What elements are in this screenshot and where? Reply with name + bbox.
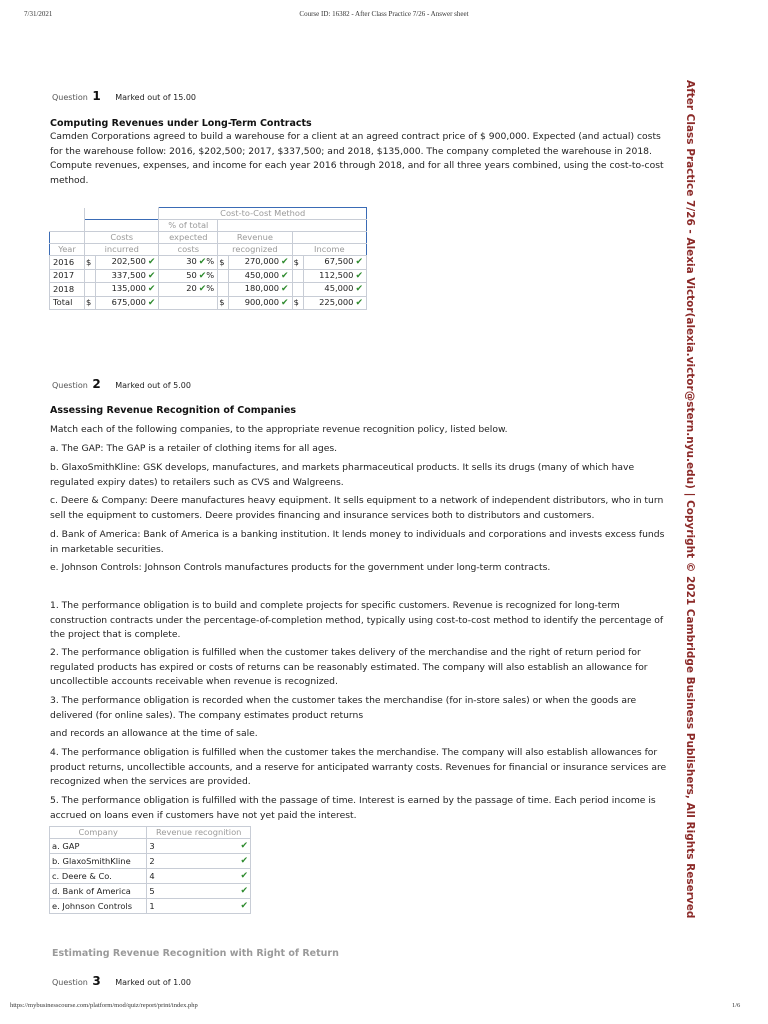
check-icon: ✔ xyxy=(198,284,207,295)
check-icon: ✔ xyxy=(240,901,248,911)
costs-header-2: incurred xyxy=(85,244,159,256)
pct-header-1: % of total xyxy=(159,220,218,232)
company-cell: e. Johnson Controls xyxy=(50,899,147,914)
check-icon: ✔ xyxy=(281,257,289,268)
table-row xyxy=(50,839,251,854)
company-b: b. GlaxoSmithKline: GSK develops, manufactures, and markets pharmaceutical products. It sells its drugs (many of which have regulated expiry dates) to retailers such as CVS and Walgreens. xyxy=(50,462,635,488)
policy-4: 4. The performance obligation is fulfilled when the customer takes the merchandise. The company will also establish allowances for product returns, uncollectible accounts, and a reserve for anticipated warranty costs. Revenues for financial or insurance services are recognized when the services are provided. xyxy=(50,747,667,787)
rev-cell: 270,000 ✔ xyxy=(229,256,292,270)
table-row-total xyxy=(50,296,367,310)
company-a: a. The GAP: The GAP is a retailer of clothing items for all ages. xyxy=(50,443,338,454)
dollar-sign: $ xyxy=(292,296,303,310)
pct-cell: 30 ✔% xyxy=(159,256,218,270)
income-header: Income xyxy=(292,244,366,256)
company-cell: c. Deere & Co. xyxy=(50,869,147,884)
question-1-title: Computing Revenues under Long-Term Contracts xyxy=(50,118,312,129)
question-number: 3 xyxy=(92,974,101,988)
pct-header-3: costs xyxy=(159,244,218,256)
question-label: Question xyxy=(52,381,88,390)
pct-cell: 50 ✔% xyxy=(159,269,218,283)
company-c: c. Deere & Company: Deere manufactures heavy equipment. It sells equipment to a network of independent distributors, who in turn sell the equipment to customers. Deere provides financing and insurance services both to distributors and customers. xyxy=(50,495,664,521)
marked-out-of: Marked out of 5.00 xyxy=(115,381,191,390)
cost-cell: 675,000 ✔ xyxy=(96,296,159,310)
cost-to-cost-table xyxy=(49,207,367,310)
revrec-header: Revenue recognition xyxy=(147,827,251,839)
question-1-text: Camden Corporations agreed to build a warehouse for a client at an agreed contract price of $ 900,000. Expected (and actual) costs for the warehouse follow: 2016, $202,500; 2017, $337,500; and 2018, $135,000. The company completed the warehouse in 2018. Compute revenues, expenses, and income for each year 2016 through 2018, and for all three years combined, using the cost-to-cost method. xyxy=(50,131,664,186)
check-icon: ✔ xyxy=(281,270,289,281)
rev-header-1: Revenue xyxy=(218,232,292,244)
answer-select[interactable]: 1 xyxy=(147,899,190,914)
dollar-sign: $ xyxy=(218,296,229,310)
year-header: Year xyxy=(50,244,85,256)
table-row xyxy=(50,256,367,270)
table-row xyxy=(50,869,251,884)
income-cell: 67,500 ✔ xyxy=(303,256,366,270)
answer-select[interactable]: 4 xyxy=(147,869,190,884)
header-date: 7/31/2021 xyxy=(24,10,53,18)
check-icon: ✔ xyxy=(281,297,289,308)
policy-1: 1. The performance obligation is to build and complete projects for specific customers. Revenue is recognized for long-term construction contracts under the percentage-of-completion method, typically using cost-to-cost method to identify the percentage of the project that is complete. xyxy=(50,600,664,640)
check-icon: ✔ xyxy=(355,284,363,295)
check-icon: ✔ xyxy=(240,871,248,881)
policy-2: 2. The performance obligation is fulfilled when the customer takes delivery of the merchandise and the right of return period for regulated products has expired or costs of returns can be reasonably estimated. The company will also establish an allowance for uncollectible accounts receivable when revenue is recognized. xyxy=(50,647,648,687)
question-label: Question xyxy=(52,978,88,987)
check-icon: ✔ xyxy=(355,257,363,268)
footer-url: https://mybusinesscourse.com/platform/mod/quiz/report/print/index.php xyxy=(10,1002,198,1009)
table-caption: Cost-to-Cost Method xyxy=(159,208,367,220)
pct-header-2: expected xyxy=(159,232,218,244)
company-d: d. Bank of America: Bank of America is a banking institution. It lends money to individuals and corporations and invests excess funds in marketable securities. xyxy=(50,529,665,555)
revenue-recognition-table xyxy=(49,826,251,914)
dollar-sign: $ xyxy=(85,296,96,310)
marked-out-of: Marked out of 1.00 xyxy=(115,978,191,987)
question-2-title: Assessing Revenue Recognition of Companies xyxy=(50,405,297,416)
question-number: 1 xyxy=(92,89,101,103)
table-row xyxy=(50,899,251,914)
total-label: Total xyxy=(50,296,85,310)
cost-cell: 202,500 ✔ xyxy=(96,256,159,270)
check-icon: ✔ xyxy=(198,270,207,281)
company-cell: b. GlaxoSmithKline xyxy=(50,854,147,869)
check-icon: ✔ xyxy=(240,856,248,866)
check-icon: ✔ xyxy=(198,257,207,268)
dollar-sign: $ xyxy=(218,256,229,270)
cost-cell: 135,000 ✔ xyxy=(96,283,159,297)
check-icon: ✔ xyxy=(147,270,156,281)
policy-5: 5. The performance obligation is fulfilled with the passage of time. Interest is earned by the passage of time. Each period income is accrued on loans even if customers have not yet paid the interest. xyxy=(50,795,656,821)
company-cell: a. GAP xyxy=(50,839,147,854)
company-e: e. Johnson Controls: Johnson Controls manufactures products for the government under long-term contracts. xyxy=(50,562,551,573)
table-row xyxy=(50,854,251,869)
check-icon: ✔ xyxy=(281,284,289,295)
question-number: 2 xyxy=(92,377,101,391)
answer-select[interactable]: 5 xyxy=(147,884,190,899)
year-cell: 2017 xyxy=(50,269,85,283)
question-3-header xyxy=(52,974,191,988)
policy-3-cont: and records an allowance at the time of sale. xyxy=(50,728,258,739)
rev-cell: 450,000 ✔ xyxy=(229,269,292,283)
check-icon: ✔ xyxy=(240,841,248,851)
question-2-intro: Match each of the following companies, to the appropriate revenue recognition policy, listed below. xyxy=(50,424,508,435)
check-icon: ✔ xyxy=(355,270,363,281)
income-cell: 225,000 ✔ xyxy=(303,296,366,310)
rev-header-2: recognized xyxy=(218,244,292,256)
table-row xyxy=(50,283,367,297)
check-icon: ✔ xyxy=(147,257,156,268)
dollar-sign: $ xyxy=(85,256,96,270)
year-cell: 2018 xyxy=(50,283,85,297)
dollar-sign: $ xyxy=(292,256,303,270)
answer-select[interactable]: 2 xyxy=(147,854,190,869)
table-row xyxy=(50,884,251,899)
check-icon: ✔ xyxy=(240,886,248,896)
pct-cell: 20 ✔% xyxy=(159,283,218,297)
costs-header-1: Costs xyxy=(85,232,159,244)
income-cell: 112,500 ✔ xyxy=(303,269,366,283)
question-2-header xyxy=(52,377,191,391)
header-title: Course ID: 16382 - After Class Practice 7/26 - Answer sheet xyxy=(299,10,469,18)
table-row xyxy=(50,269,367,283)
answer-select[interactable]: 3 xyxy=(147,839,190,854)
check-icon: ✔ xyxy=(147,297,156,308)
check-icon: ✔ xyxy=(147,284,156,295)
check-icon: ✔ xyxy=(355,297,363,308)
question-label: Question xyxy=(52,93,88,102)
company-cell: d. Bank of America xyxy=(50,884,147,899)
income-cell: 45,000 ✔ xyxy=(303,283,366,297)
copyright-watermark: After Class Practice 7/26 - Alexia Victor(alexia.victor@stern.nyu.edu) | Copyright © 2021 Cambridge Business Publishers, All Rights Reserved xyxy=(684,80,696,919)
marked-out-of: Marked out of 15.00 xyxy=(115,93,197,102)
footer-page: 1/6 xyxy=(732,1002,741,1009)
year-cell: 2016 xyxy=(50,256,85,270)
next-question-title: Estimating Revenue Recognition with Right of Return xyxy=(52,948,339,959)
company-header: Company xyxy=(50,827,147,839)
cost-cell: 337,500 ✔ xyxy=(96,269,159,283)
question-1-header xyxy=(52,89,196,103)
rev-cell: 180,000 ✔ xyxy=(229,283,292,297)
policy-3: 3. The performance obligation is recorded when the customer takes the merchandise (for in-store sales) or when the goods are delivered (for online sales). The company estimates product returns xyxy=(50,695,637,721)
rev-cell: 900,000 ✔ xyxy=(229,296,292,310)
